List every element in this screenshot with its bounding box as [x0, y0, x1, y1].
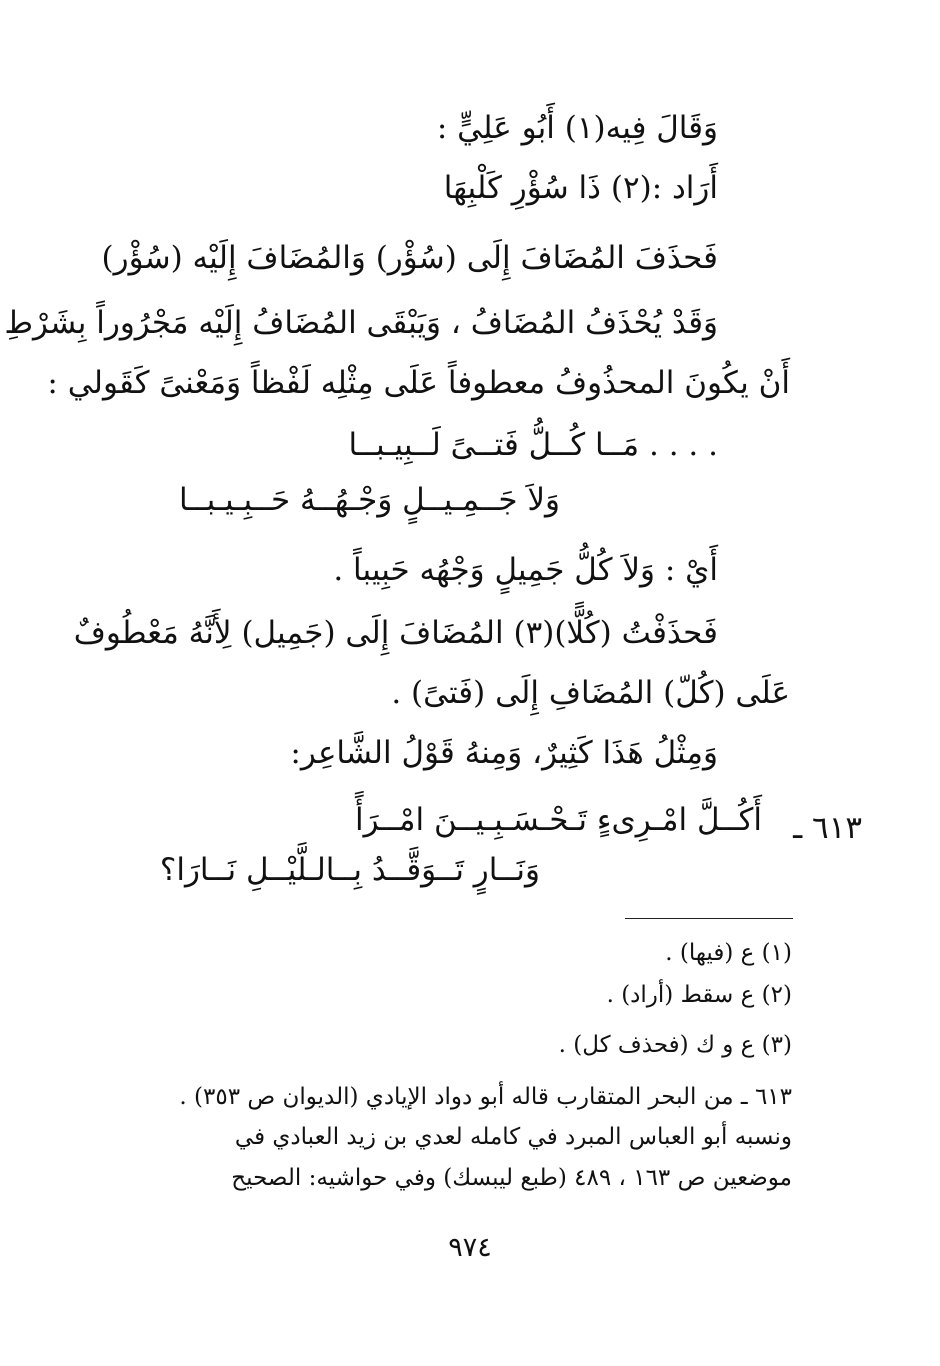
footnote-divider	[625, 918, 793, 919]
footnote-1: (١) ع (فيها) .	[665, 940, 792, 966]
footnote-2: (٢) ع سقط (أراد) .	[606, 982, 792, 1008]
text-line-8: عَلَى (كُلّ) المُضَافِ إِلَى (فَتىً) .	[391, 675, 790, 711]
text-line-3: فَحذَفَ المُضَافَ إِلَى (سُؤْر) وَالمُضَافَ إِلَيْه (سُؤْر)	[101, 240, 718, 276]
text-line-9: وَمِثْلُ هَذَا كَثِيرٌ، وَمِنهُ قَوْلُ الشَّاعِر:	[290, 735, 718, 771]
verse-number: ٦١٣ ـ	[793, 810, 862, 846]
text-line-1: وَقَالَ فِيه(١) أَبُو عَلِيٍّ :	[436, 110, 718, 146]
verse-note-line-1: ٦١٣ ـ من البحر المتقارب قاله أبو دواد الإيادي (الديوان ص ٣٥٣) .	[179, 1084, 792, 1110]
verse-hemistich-4: وَنَــارٍ تَــوَقَّــدُ بِــالـلَّيْــلِ نَــارَا؟	[159, 852, 540, 888]
verse-note-line-3: موضعين ص ١٦٣ ، ٤٨٩ (طبع ليبسك) وفي حواشيه: الصحيح	[231, 1165, 792, 1191]
text-line-7: فَحذَفْتُ (كُلًّا)(٣) المُضَافَ إِلَى (جَمِيل) لِأَنَّهُ مَعْطُوفٌ	[73, 615, 718, 651]
verse-hemistich-1: . . . . مَــا كُــلُّ فَتــىً لَــبِيـبــا	[348, 427, 718, 463]
verse-hemistich-3: أَكُــلَّ امْـرِىءٍ تَـحْـسَـبِـيــنَ امْــرَأً	[354, 802, 762, 838]
text-line-2: أَرَاد :(٢) ذَا سُؤْرِ كَلْبِهَا	[443, 170, 718, 206]
page-number: ٩٧٤	[448, 1232, 492, 1263]
text-line-5: أَنْ يكُونَ المحذُوفُ معطوفاً عَلَى مِثْلِه لَفْظاً وَمَعْنىً كَقَولي :	[47, 365, 790, 401]
verse-note-line-2: ونسبه أبو العباس المبرد في كامله لعدي بن زيد العبادي في	[234, 1124, 792, 1150]
text-line-4: وَقَدْ يُحْذَفُ المُضَافُ ، وَيَبْقَى المُضَافُ إِلَيْه مَجْرُوراً بِشَرْطِ	[4, 305, 718, 341]
footnote-3: (٣) ع و ك (فحذف كل) .	[558, 1032, 792, 1058]
verse-hemistich-2: وَلاَ جَــمِـيــلٍ وَجْـهُــهُ حَــبِـيـبــا	[179, 482, 560, 518]
text-line-6: أَيْ : وَلاَ كُلُّ جَمِيلٍ وَجْهُه حَبِيباً .	[333, 552, 718, 588]
